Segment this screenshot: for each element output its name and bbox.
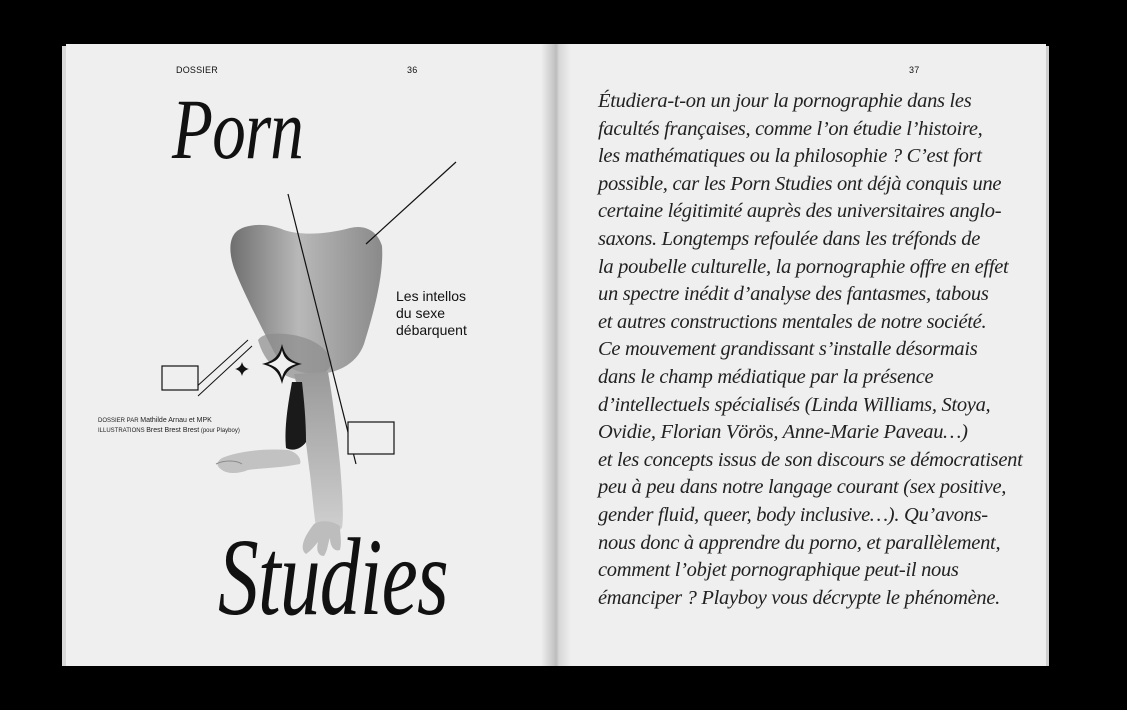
body-line: Ce mouvement grandissant s’installe désormais (598, 338, 978, 361)
page-number-right: 37 (909, 65, 920, 75)
body-line: Ovidie, Florian Vörös, Anne-Marie Paveau…) (598, 421, 968, 444)
body-line: certaine légitimité auprès des universitaires anglo- (598, 200, 1002, 223)
credit-label: DOSSIER PAR (98, 418, 139, 424)
body-line: émanciper ? Playboy vous décrypte le phénomène. (598, 586, 1001, 609)
body-line: et les concepts issus de son discours se démocratisent (598, 448, 1023, 471)
body-line: possible, car les Porn Studies ont déjà conquis une (598, 172, 1002, 195)
body-text (598, 88, 1038, 612)
credit-label: ILLUSTRATIONS (98, 428, 145, 434)
body-line: un spectre inédit d’analyse des fantasmes, tabous (598, 283, 989, 306)
body-line: facultés françaises, comme l’on étudie l’histoire, (598, 117, 983, 140)
body-line: saxons. Longtemps refoulée dans les tréfonds de (598, 227, 981, 250)
title-top: Porn (172, 81, 304, 177)
body-line: Étudiera-t-on un jour la pornographie dans les (598, 90, 972, 112)
credits (98, 416, 240, 436)
body-line: les mathématiques ou la philosophie ? C’est fort (598, 145, 982, 168)
credit-authors: Mathilde Arnau et MPK (140, 417, 212, 424)
body-line: gender fluid, queer, body inclusive…). Qu’avons- (598, 503, 988, 526)
subtitle-line: du sexe (396, 305, 446, 321)
credit-illustrators: Brest Brest Brest (146, 427, 200, 434)
subtitle-line: Les intellos (396, 288, 467, 304)
body-line: nous donc à apprendre du porno, et parallèlement, (598, 531, 1001, 554)
credit-note: (pour Playboy) (200, 428, 240, 434)
body-line: d’intellectuels spécialisés (Linda Williams, Stoya, (598, 393, 991, 416)
title-bottom: Studies (218, 516, 448, 638)
right-page (556, 44, 1046, 666)
section-label: DOSSIER (176, 65, 218, 75)
body-line: et autres constructions mentales de notre société. (598, 310, 987, 333)
page-number-left: 36 (407, 65, 418, 75)
body-line: peu à peu dans notre langage courant (sex positive, (598, 476, 1007, 499)
subtitle (396, 288, 467, 339)
subtitle-line: débarquent (396, 322, 467, 338)
book-gutter (541, 44, 571, 666)
body-line: la poubelle culturelle, la pornographie offre en effet (598, 255, 1009, 278)
left-page (66, 44, 556, 666)
body-line: comment l’objet pornographique peut-il nous (598, 559, 959, 582)
body-line: dans le champ médiatique par la présence (598, 365, 934, 388)
